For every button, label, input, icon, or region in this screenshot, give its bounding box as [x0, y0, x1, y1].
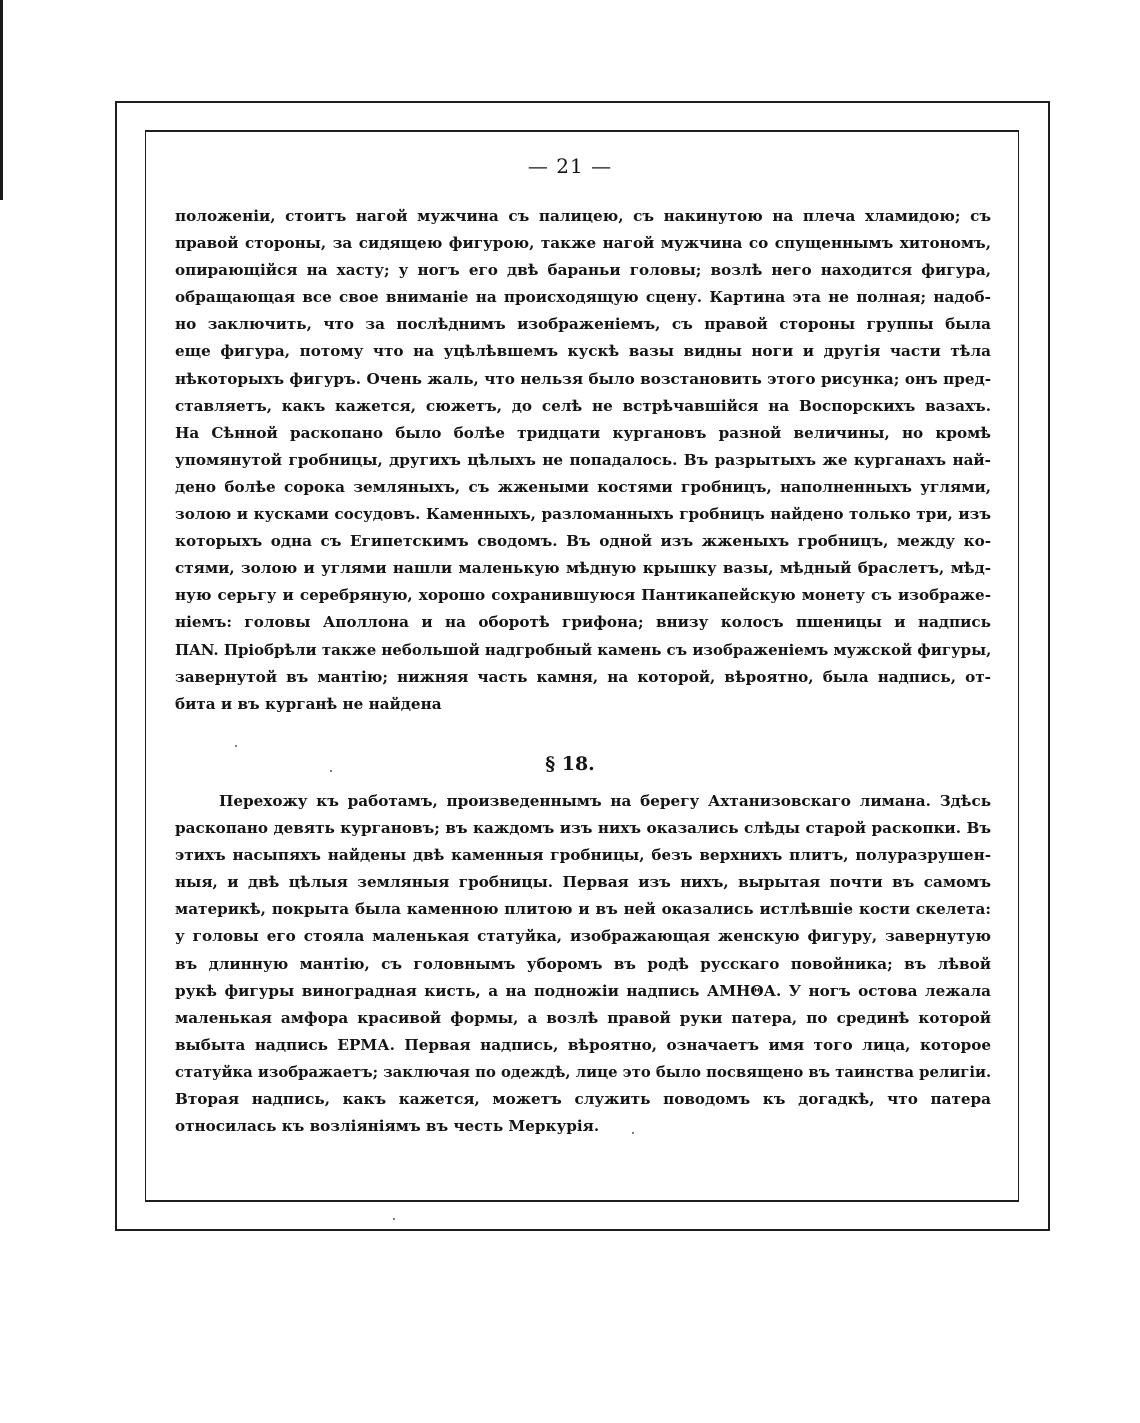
text-line: ставляетъ, какъ кажется, сюжетъ, до селѣ не встрѣчавшійся на Воспорскихъ вазахъ.	[175, 396, 991, 415]
text-line: маленькая амфора красивой формы, а возлѣ правой руки патера, по срединѣ которой	[175, 1008, 991, 1027]
text-line: статуйка изображаетъ; заключая по одеждѣ, лице это было посвящено въ таинства религіи.	[175, 1063, 992, 1081]
outer-frame-left	[115, 101, 117, 1231]
text-line: положеніи, стоитъ нагой мужчина съ палицею, съ накинутою на плеча хламидою; съ	[175, 207, 991, 225]
inner-frame-top	[145, 130, 1019, 132]
outer-frame-bottom	[115, 1229, 1050, 1231]
text-line: правой стороны, за сидящею фигурою, также нагой мужчина со спущеннымъ хитономъ,	[175, 234, 991, 253]
text-line: ПAN. Пріобрѣли также небольшой надгробный камень съ изображеніемъ мужской фигуры,	[175, 640, 992, 659]
text-line: рукѣ фигуры виноградная кисть, а на подножіи надпись АМНΘА. У ногъ остова лежала	[175, 981, 991, 1000]
outer-frame-right	[1048, 101, 1050, 1231]
paragraph-1	[175, 203, 991, 718]
text-line: На Сѣнной раскопано было болѣе тридцати кургановъ разной величины, но кромѣ	[175, 423, 991, 442]
scan-speck	[235, 745, 237, 747]
text-line: еще фигура, потому что на уцѣлѣвшемъ кускѣ вазы видны ноги и другія части тѣла	[175, 342, 991, 361]
text-line: ныя, и двѣ цѣлыя земляныя гробницы. Первая изъ нихъ, вырытая почти въ самомъ	[175, 873, 991, 892]
text-line: упомянутой гробницы, другихъ цѣлыхъ не попадалось. Въ разрытыхъ же курганахъ най-	[175, 450, 991, 469]
text-line: обращающая все свое вниманіе на происходящую сцену. Картина эта не полная; надоб-	[175, 288, 991, 307]
text-line: но заключить, что за послѣднимъ изображеніемъ, съ правой стороны группы была	[175, 315, 991, 334]
text-line: золою и кусками сосудовъ. Каменныхъ, разломанныхъ гробницъ найдено только три, изъ	[175, 505, 991, 524]
text-line: Вторая надпись, какъ кажется, можетъ служить поводомъ къ догадкѣ, что патера	[175, 1090, 991, 1109]
text-line: этихъ насыпяхъ найдены двѣ каменныя гробницы, безъ верхнихъ плитъ, полуразрушен-	[175, 846, 991, 865]
text-line: ніемъ: головы Аполлона и на оборотѣ грифона; внизу колосъ пшеницы и надпись	[175, 613, 991, 632]
text-line: у головы его стояла маленькая статуйка, изображающая женскую фигуру, завернутую	[175, 927, 991, 946]
scan-speck	[393, 1218, 395, 1220]
scan-speck	[632, 1132, 634, 1134]
inner-frame-left	[145, 130, 146, 1202]
text-line: ную серьгу и серебряную, хорошо сохранившуюся Пантикапейскую монету съ изображе-	[175, 586, 991, 605]
text-line: нѣкоторыхъ фигуръ. Очень жаль, что нельзя было возстановить этого рисунка; онъ пред-	[175, 369, 991, 388]
text-line: относилась къ возліяніямъ въ честь Меркурія.	[175, 1117, 600, 1136]
text-line: завернутой въ мантію; нижняя часть камня, на которой, вѣроятно, была надпись, от-	[175, 667, 991, 686]
text-line: Перехожу къ работамъ, произведеннымъ на берегу Ахтанизовскаго лимана. Здѣсь	[219, 792, 991, 810]
text-line: раскопано девять кургановъ; въ каждомъ изъ нихъ оказались слѣды старой раскопки. Въ	[175, 819, 991, 838]
inner-frame-right	[1018, 130, 1019, 1202]
text-line: бита и въ курганѣ не найдена	[175, 694, 442, 713]
text-line: въ длинную мантію, съ головнымъ уборомъ въ родѣ русскаго повойника; въ лѣвой	[175, 954, 991, 973]
text-line: которыхъ одна съ Египетскимъ сводомъ. Въ одной изъ жженыхъ гробницъ, между ко-	[175, 532, 991, 551]
outer-frame-top	[115, 101, 1050, 103]
text-line: опирающійся на хасту; у ногъ его двѣ бараньи головы; возлѣ него находится фигура,	[175, 261, 991, 280]
text-line: стями, золою и углями нашли маленькую мѣдную крышку вазы, мѣдный браслетъ, мѣд-	[175, 559, 991, 578]
section-heading: § 18.	[545, 753, 595, 775]
inner-frame-bottom	[145, 1200, 1019, 1202]
page-number: — 21 —	[527, 154, 613, 178]
text-line: материкѣ, покрыта была каменною плитою и въ ней оказались истлѣвшіе кости скелета:	[175, 900, 991, 919]
paragraph-2	[175, 788, 991, 1140]
scan-speck	[330, 770, 332, 772]
text-line: выбыта надпись ЕРМА. Первая надпись, вѣроятно, означаетъ имя того лица, которое	[175, 1035, 991, 1054]
text-line: дено болѣе сорока земляныхъ, съ жжеными костями гробницъ, наполненныхъ углями,	[175, 477, 991, 496]
